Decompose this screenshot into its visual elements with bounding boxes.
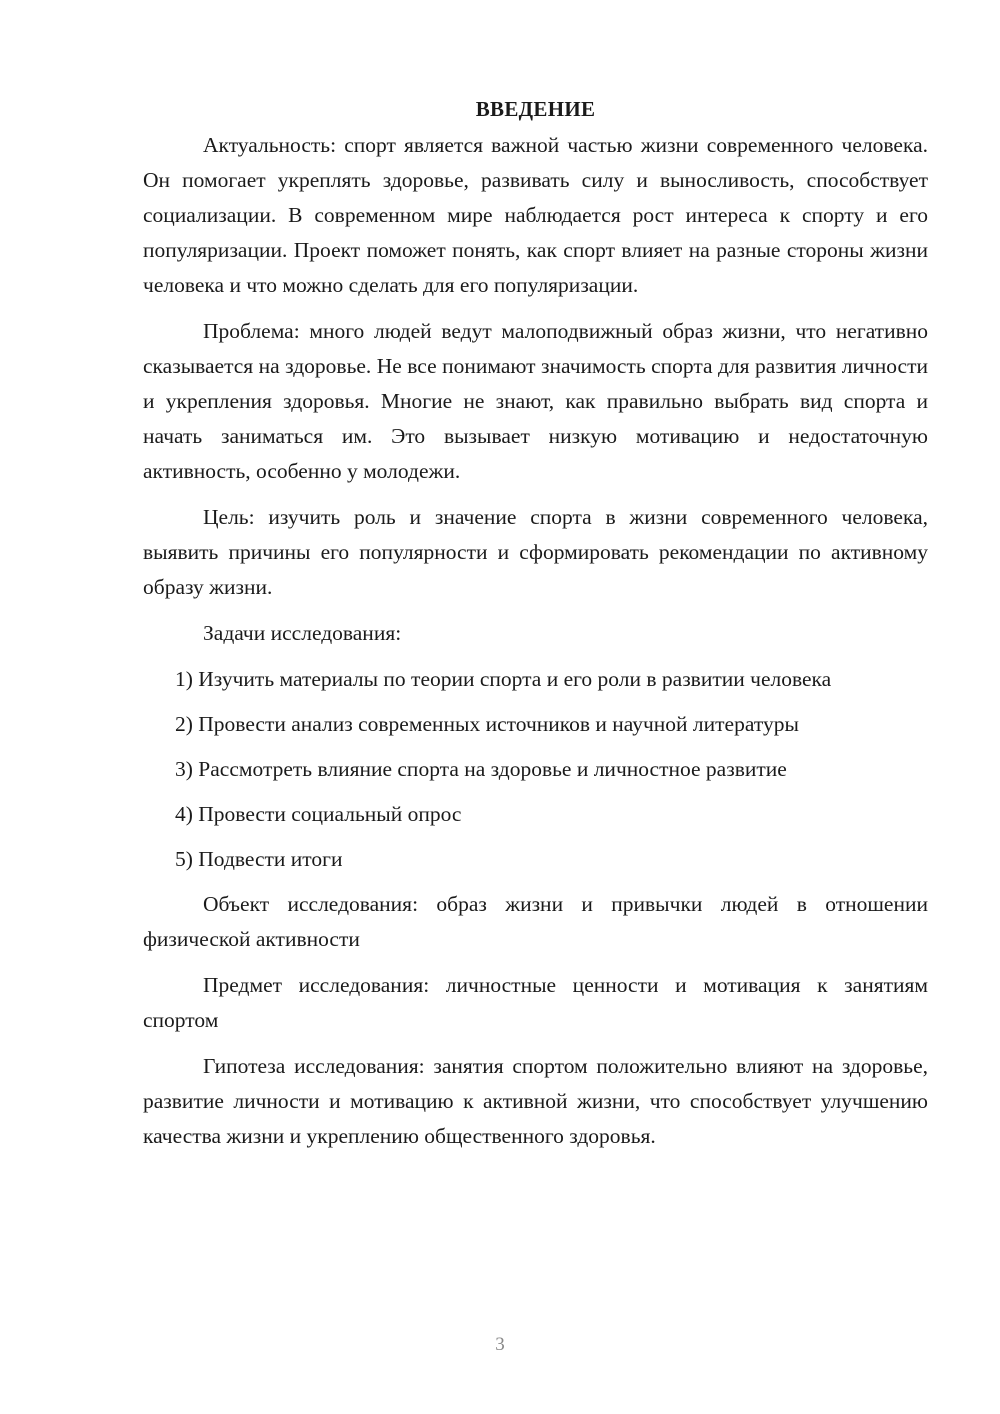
task-item-1: 1) Изучить материалы по теории спорта и его роли в развитии человека	[175, 667, 832, 691]
paragraph-hypothesis: Гипотеза исследования: занятия спортом положительно влияют на здоровье, развитие личности и мотивацию к активной жизни, что способствует улучшению качества жизни и укреплению общественного здоровья.	[143, 1054, 928, 1148]
task-item-3: 3) Рассмотреть влияние спорта на здоровье и личностное развитие	[175, 757, 787, 781]
paragraph-problem: Проблема: много людей ведут малоподвижный образ жизни, что негативно сказывается на здоровье. Не все понимают значимость спорта для развития личности и укрепления здоровья. Многие не знают, как правильно выбрать вид спорта и начать заниматься им. Это вызывает низкую мотивацию и недостаточную активность, особенно у молодежи.	[143, 319, 928, 483]
paragraph-subject: Предмет исследования: личностные ценности и мотивация к занятиям спортом	[143, 973, 928, 1032]
task-item-5: 5) Подвести итоги	[175, 847, 343, 871]
document-page	[143, 92, 928, 1165]
paragraph-tasks-heading: Задачи исследования:	[203, 621, 402, 645]
page-number: 3	[495, 1334, 505, 1355]
paragraph-goal: Цель: изучить роль и значение спорта в жизни современного человека, выявить причины его популярности и сформировать рекомендации по активному образу жизни.	[143, 505, 928, 599]
task-item-4: 4) Провести социальный опрос	[175, 802, 462, 826]
paragraph-object: Объект исследования: образ жизни и привычки людей в отношении физической активности	[143, 892, 928, 951]
page-title: ВВЕДЕНИЕ	[475, 97, 596, 121]
task-item-2: 2) Провести анализ современных источников и научной литературы	[175, 712, 799, 736]
paragraph-relevance: Актуальность: спорт является важной частью жизни современного человека. Он помогает укреплять здоровье, развивать силу и выносливость, способствует социализации. В современном мире наблюдается рост интереса к спорту и его популяризации. Проект поможет понять, как спорт влияет на разные стороны жизни человека и что можно сделать для его популяризации.	[143, 133, 928, 297]
